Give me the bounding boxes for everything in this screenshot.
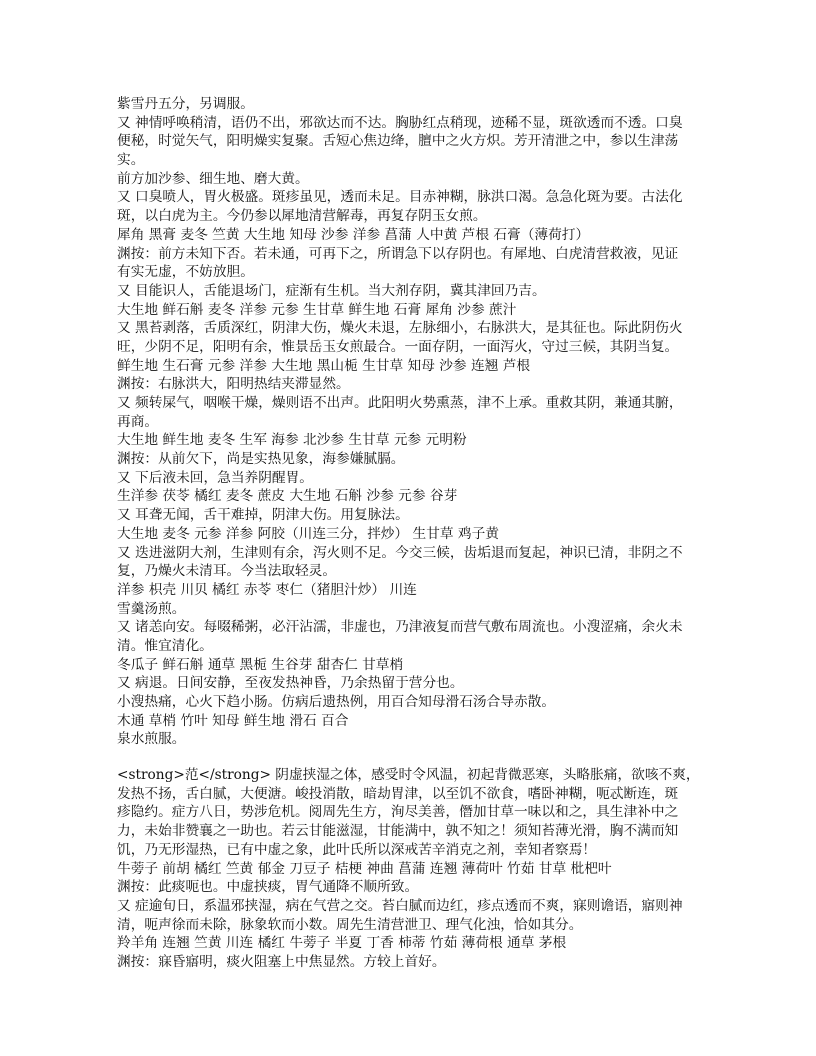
text-line: 渊按：此痰呃也。中虚挟痰，胃气通降不顺所致。 [117, 879, 419, 896]
text-line: 渊按：从前欠下，尚是实热见象，海参嫌腻膈。 [117, 451, 405, 468]
text-line: 又 诸恙向安。每啜稀粥，必汗沾濡，非虚也，乃津液复而营气敷布周流也。小溲涩痛，余火未 [117, 619, 683, 636]
text-line: 又 症逾旬日，系温邪挟湿，病在气营之交。苔白腻而边红，疹点透而不爽，寐则谵语，寤则神 [117, 897, 683, 914]
text-line: 有实无虚，不妨放胆。 [117, 264, 254, 281]
text-line: 紫雪丹五分，另调服。 [117, 96, 254, 112]
text-line: 雪羹汤煎。 [117, 600, 186, 617]
text-line: 复，乃燥火未清耳。今当法取轻灵。 [117, 563, 337, 580]
text-line: 又 目能识人，舌能退场门，症渐有生机。当大剂存阴，冀其津回乃吉。 [117, 282, 546, 299]
text-line: 冬瓜子 鲜石斛 通草 黑栀 生谷芽 甜杏仁 甘草梢 [117, 656, 404, 673]
text-line: 泉水煎服。 [117, 731, 186, 748]
text-line: 又 病退。日间安静，至夜发热神昏，乃余热留于营分也。 [117, 675, 464, 692]
text-line: 再商。 [117, 413, 159, 430]
case-section-continued [117, 95, 717, 749]
text-line: 便秘，时觉矢气，阳明燥实复聚。舌短心焦边绛，膻中之火方炽。芳开清泄之中，参以生津荡 [117, 133, 679, 150]
paragraph-gap [117, 749, 717, 766]
text-line: 发热不扬，舌白腻，大便溏。峻投消散，暗劫胃津，以至饥不欲食，嗜卧神糊，呃忒断连，斑 [117, 785, 679, 802]
text-line: 小溲热痛，心火下趋小肠。仿病后遗热例，用百合知母滑石汤合导赤散。 [117, 694, 556, 710]
text-line: 又 耳聋无闻，舌干难掉，阴津大伤。用复脉法。 [117, 507, 409, 524]
text-line: 鲜生地 生石膏 元参 洋参 大生地 黑山栀 生甘草 知母 沙参 连翘 芦根 [117, 357, 531, 374]
text-line: 又 黑苔剥落，舌质深红，阴津大伤，燥火未退，左脉细小，右脉洪大，是其征也。际此阴伤火 [117, 320, 683, 337]
text-line: <strong>范</strong> 阴虚挟湿之体，感受时令风温，初起背微恶寒，头略胀痛，欲咳不爽， [117, 767, 700, 784]
text-line: 渊按：寐昏寤明，痰火阻塞上中焦显然。方较上首好。 [117, 953, 446, 970]
text-line: 实。 [117, 152, 145, 169]
text-line: 疹隐约。症方八日，势涉危机。阅周先生方，洵尽美善，僭加甘草一味以和之，具生津补中之 [117, 804, 679, 821]
text-line: 力，未始非赞襄之一助也。若云甘能滋湿，甘能满中，孰不知之！须知苔薄光滑，胸不满而知 [117, 823, 679, 840]
text-line: 大生地 鲜石斛 麦冬 洋参 元参 生甘草 鲜生地 石膏 犀角 沙参 蔗汁 [117, 301, 517, 318]
text-line: 旺，少阴不足，阳明有余，惟景岳玉女煎最合。一面存阴，一面泻火，守过三候，其阴当复。 [117, 338, 679, 355]
text-line: 犀角 黑膏 麦冬 竺黄 大生地 知母 沙参 洋参 菖蒲 人中黄 芦根 石膏（薄荷打） [117, 226, 590, 243]
text-line: 大生地 麦冬 元参 洋参 阿胶（川连三分，拌炒） 生甘草 鸡子黄 [117, 525, 499, 542]
text-line: 渊按：右脉洪大，阳明热结夹滞显然。 [117, 376, 350, 393]
text-line: 清，呃声徐而未除，脉象软而小数。周先生清营泄卫、理气化浊，恰如其分。 [117, 916, 583, 933]
text-line: 清。惟宜清化。 [117, 637, 213, 654]
text-line: 木通 草梢 竹叶 知母 鲜生地 滑石 百合 [117, 712, 349, 729]
text-line: 渊按：前方未知下否。若未通，可再下之，所谓急下以存阴也。有犀地、白虎清营救液，见证 [117, 245, 679, 262]
text-line: 斑，以白虎为主。今仍参以犀地清营解毒，再复存阴玉女煎。 [117, 208, 487, 225]
text-line: 洋参 枳壳 川贝 橘红 赤苓 枣仁（猪胆汁炒） 川连 [117, 581, 417, 598]
text-line: 前方加沙参、细生地、磨大黄。 [117, 170, 309, 187]
text-line: 又 频转屎气，咽喉干燥，燥则语不出声。此阳明火势熏蒸，津不上承。重救其阴，兼通其腑， [117, 395, 683, 411]
document-body [117, 95, 717, 972]
text-line: 又 口臭喷人，胃火极盛。斑疹虽见，透而未足。目赤神糊，脉洪口渴。急急化斑为要。古法化 [117, 189, 683, 206]
text-line: 又 下后液未回，急当养阴醒胃。 [117, 469, 313, 486]
text-line: 羚羊角 连翘 竺黄 川连 橘红 牛蒡子 半夏 丁香 柿蒂 竹茹 薄荷根 通草 茅根 [117, 935, 567, 952]
text-line: 又 神情呼唤稍清，语仍不出，邪欲达而不达。胸胁红点稍现，迹稀不显，斑欲透而不透。口臭 [117, 114, 683, 131]
text-line: 生洋参 茯苓 橘红 麦冬 蔗皮 大生地 石斛 沙参 元参 谷芽 [117, 488, 458, 505]
text-line: 牛蒡子 前胡 橘红 竺黄 郁金 刀豆子 桔梗 神曲 菖蒲 连翘 薄荷叶 竹茹 甘草 枇杷叶 [117, 860, 612, 877]
text-line: 大生地 鲜生地 麦冬 生军 海参 北沙参 生甘草 元参 元明粉 [117, 432, 467, 449]
text-line: 饥，乃无形湿热，已有中虚之象，此叶氏所以深戒苦辛消克之剂，幸知者察焉！ [117, 841, 597, 858]
text-line: 又 迭进滋阴大剂，生津则有余，泻火则不足。今交三候，齿垢退而复起，神识已清，非阴之不 [117, 544, 683, 561]
case-section-fan [117, 766, 717, 972]
